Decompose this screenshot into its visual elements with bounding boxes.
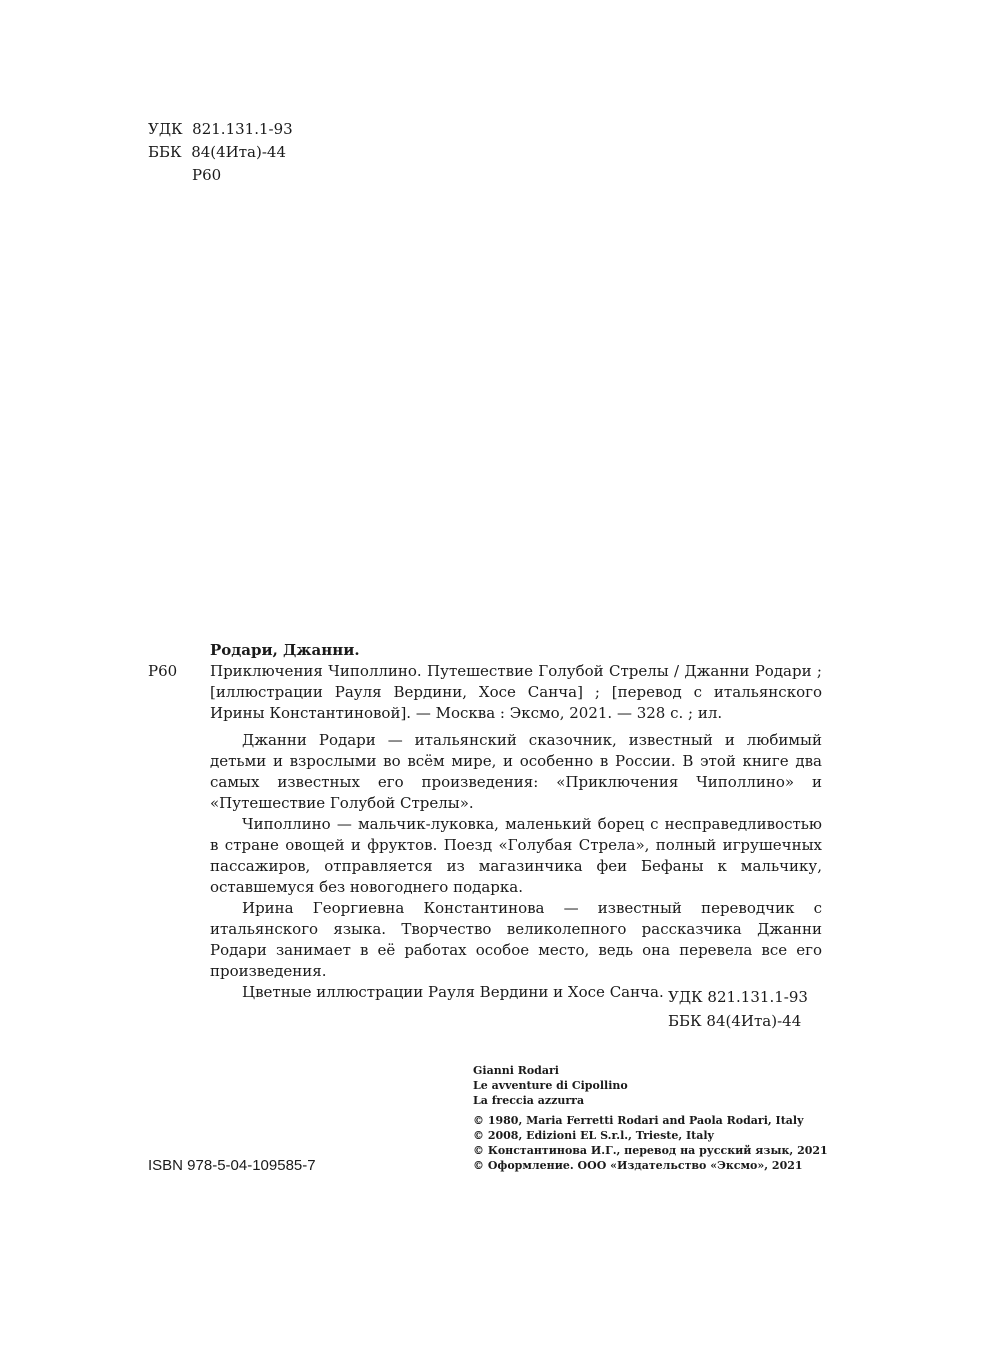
copyright-line: © Константинова И.Г., перевод на русский язык, 2021 <box>473 1144 828 1157</box>
author-mark: Р60 <box>192 166 222 184</box>
annotation <box>210 730 822 1003</box>
original-title: Le avventure di Cipollino <box>473 1079 628 1092</box>
copyright-line: © Оформление. ООО «Издательство «Эксмо», 2021 <box>473 1159 803 1172</box>
annotation-paragraph: Джанни Родари — итальянский сказочник, известный и любимый детьми и взрослыми во всём мире, и особенно в России. В этой книге два самых известных его произведения: «Приключения Чиполлино» и «Путешествие Голубой Стрелы». <box>210 731 822 812</box>
annotation-paragraph: Ирина Георгиевна Константинова — известный переводчик с итальянского языка. Творчество великолепного рассказчика Джанни Родари занимает в её работах особое место, ведь она перевела все его произведения. <box>210 899 822 980</box>
bbk-code-bottom: ББК 84(4Ита)-44 <box>668 1012 802 1030</box>
copyright-line: © 2008, Edizioni EL S.r.l., Trieste, Italy <box>473 1129 714 1142</box>
annotation-paragraph: Чиполлино — мальчик-луковка, маленький борец с несправедливостью в стране овощей и фруктов. Поезд «Голубая Стрела», полный игрушечных пассажиров, отправляется из магазинчика феи Бефаны к мальчику, оставшемуся без новогоднего подарка. <box>210 815 822 896</box>
annotation-paragraph: Цветные иллюстрации Рауля Вердини и Хосе Санча. <box>242 983 664 1001</box>
udk-header-block <box>148 118 293 187</box>
udk-code: УДК 821.131.1-93 <box>148 120 293 138</box>
original-title: La freccia azzurra <box>473 1094 585 1107</box>
copyright-block <box>473 1063 828 1173</box>
record-author: Родари, Джанни. <box>210 641 360 659</box>
udk-code-bottom: УДК 821.131.1-93 <box>668 988 808 1006</box>
isbn: ISBN 978-5-04-109585-7 <box>148 1157 316 1174</box>
original-author: Gianni Rodari <box>473 1064 559 1077</box>
bbk-code: ББК 84(4Ита)-44 <box>148 143 287 161</box>
udk-footer-block <box>668 985 808 1033</box>
record-author-mark: Р60 <box>148 662 178 680</box>
record-description: Приключения Чиполлино. Путешествие Голубой Стрелы / Джанни Родари ; [иллюстрации Рауля Вердини, Хосе Санча] ; [перевод с итальянского Ирины Константиновой]. — Москва : Эксмо, 2021. — 328 с. ; ил. <box>210 662 822 722</box>
bibliographic-record <box>148 640 822 1003</box>
record-entry <box>148 661 822 724</box>
copyright-line: © 1980, Maria Ferretti Rodari and Paola Rodari, Italy <box>473 1114 804 1127</box>
